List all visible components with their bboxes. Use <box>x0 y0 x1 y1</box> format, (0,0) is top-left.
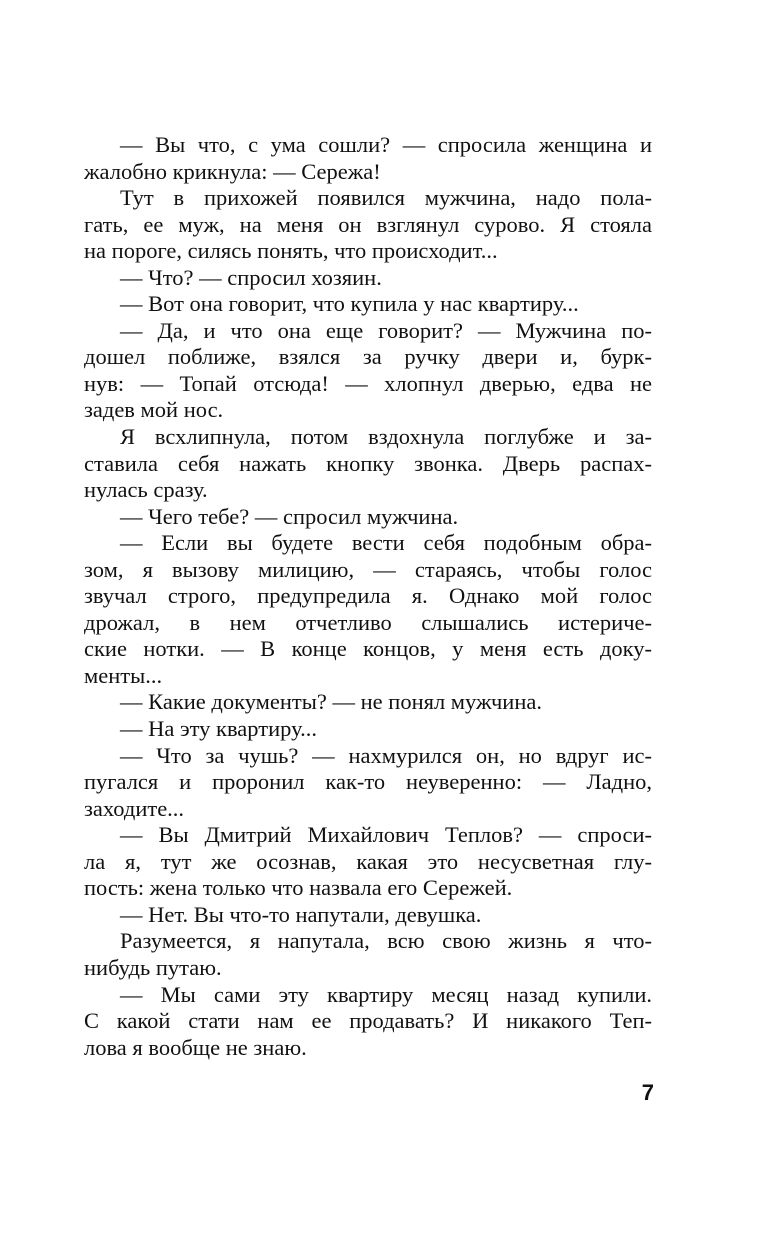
text-line: Тут в прихожей появился мужчина, надо пола- <box>120 185 652 211</box>
text-line: — Чего тебе? — спросил мужчина. <box>120 503 459 529</box>
text-line: пугался и проронил как-то неуверенно: — Ладно, <box>84 769 652 795</box>
text-line: заходите... <box>84 795 185 821</box>
text-line: — Вы что, с ума сошли? — спросила женщина и <box>120 132 652 157</box>
text-line: — Если вы будете вести себя подобным обра- <box>120 530 652 556</box>
text-line: пость: жена только что назвала его Сережей. <box>84 875 513 901</box>
text-line: ставила себя нажать кнопку звонка. Дверь распах- <box>84 450 652 476</box>
text-line: звучал строго, предупредила я. Однако мой голос <box>84 583 652 609</box>
body-text <box>84 132 652 1061</box>
text-line: ла я, тут же осознав, какая это несусветная глу- <box>84 848 652 874</box>
text-line: ские нотки. — В конце концов, у меня есть доку- <box>84 636 652 662</box>
text-line: — На эту квартиру... <box>120 716 317 742</box>
text-line: нув: — Топай отсюда! — хлопнул дверью, едва не <box>84 370 652 396</box>
text-line: дошел поближе, взялся за ручку двери и, бурк- <box>84 344 652 370</box>
text-line: — Вот она говорит, что купила у нас квартиру... <box>120 291 579 317</box>
text-line: лова я вообще не знаю. <box>84 1034 307 1060</box>
text-line: — Что? — спросил хозяин. <box>120 264 382 290</box>
text-line: Разумеется, я напутала, всю свою жизнь я что- <box>120 928 652 954</box>
text-line: гать, ее муж, на меня он взглянул сурово. Я стояла <box>84 211 652 237</box>
text-line: дрожал, в нем отчетливо слышались истериче- <box>84 609 652 635</box>
text-line: — Мы сами эту квартиру месяц назад купили. <box>120 981 652 1007</box>
text-line: — Что за чушь? — нахмурился он, но вдруг ис- <box>120 742 652 768</box>
text-line: — Нет. Вы что-то напутали, девушка. <box>120 901 482 927</box>
text-line: — Какие документы? — не понял мужчина. <box>120 689 542 715</box>
text-line: С какой стати нам ее продавать? И никакого Теп- <box>84 1008 652 1034</box>
text-line: на пороге, силясь понять, что происходит... <box>84 238 498 264</box>
text-line: зом, я вызову милицию, — стараясь, чтобы голос <box>84 556 652 582</box>
text-line: — Да, и что она еще говорит? — Мужчина по- <box>120 317 652 343</box>
text-line: Я всхлипнула, потом вздохнула поглубже и за- <box>120 424 652 450</box>
text-line: — Вы Дмитрий Михайлович Теплов? — спроси- <box>120 822 652 848</box>
text-line: нулась сразу. <box>84 477 208 503</box>
text-line: менты... <box>84 662 163 688</box>
page-number: 7 <box>641 1080 654 1105</box>
text-line: задев мой нос. <box>84 397 224 423</box>
text-line: жалобно крикнула: — Сережа! <box>84 158 381 184</box>
text-line: нибудь путаю. <box>84 954 222 980</box>
